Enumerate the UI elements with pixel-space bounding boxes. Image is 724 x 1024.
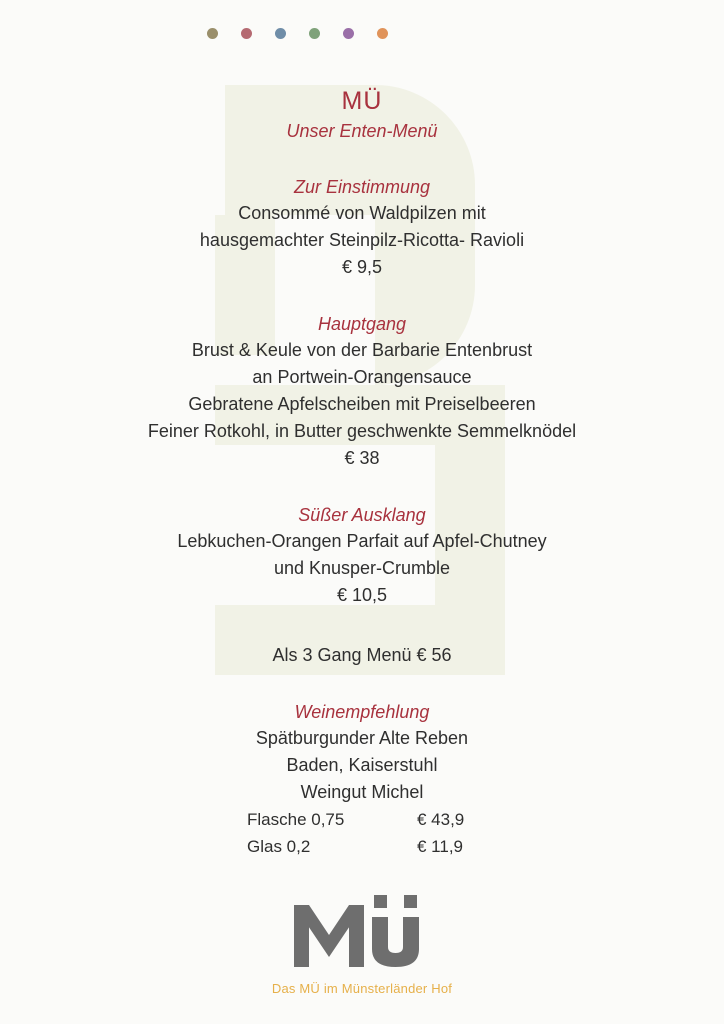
dish-line: Lebkuchen-Orangen Parfait auf Apfel-Chutney <box>177 531 547 551</box>
menu-subtitle: Unser Enten-Menü <box>286 121 438 141</box>
wine-size-label: Glas 0,2 <box>247 837 311 856</box>
wine-price: € 11,9 <box>417 837 464 856</box>
wine-price-row <box>0 806 724 833</box>
course-heading: Süßer Ausklang <box>298 505 426 525</box>
course-starter <box>0 174 724 281</box>
footer-logo <box>0 895 724 996</box>
wine-line: Spätburgunder Alte Reben <box>255 728 469 748</box>
dish-line: Brust & Keule von der Barbarie Entenbrust <box>191 340 533 360</box>
course-heading: Hauptgang <box>317 314 407 334</box>
color-dots <box>207 28 388 39</box>
course-heading: Zur Einstimmung <box>293 177 431 197</box>
course-main <box>0 311 724 472</box>
dish-line: und Knusper-Crumble <box>273 558 451 578</box>
course-price: € 10,5 <box>336 585 388 605</box>
dish-line: Gebratene Apfelscheiben mit Preiselbeeren <box>188 394 536 414</box>
course-price: € 9,5 <box>341 257 383 277</box>
color-dot <box>275 28 286 39</box>
dish-line: an Portwein-Orangensauce <box>252 367 472 387</box>
color-dot <box>377 28 388 39</box>
wine-line: Weingut Michel <box>300 782 424 802</box>
color-dot <box>343 28 354 39</box>
wine-price-row <box>0 833 724 860</box>
wine-heading: Weinempfehlung <box>294 702 430 722</box>
menu-total-price: Als 3 Gang Menü € 56 <box>272 645 452 665</box>
color-dot <box>309 28 320 39</box>
course-dessert <box>0 502 724 609</box>
course-price: € 38 <box>344 448 380 468</box>
footer-tagline: Das MÜ im Münsterländer Hof <box>271 981 453 996</box>
mu-logo <box>292 895 432 967</box>
color-dot <box>241 28 252 39</box>
color-dot <box>207 28 218 39</box>
wine-size-label: Flasche 0,75 <box>247 810 345 829</box>
dish-line: Feiner Rotkohl, in Butter geschwenkte Semmelknödel <box>147 421 577 441</box>
wine-price: € 43,9 <box>417 810 465 829</box>
menu-content <box>0 86 724 860</box>
menu-title: MÜ <box>341 87 383 115</box>
dish-line: Consommé von Waldpilzen mit <box>238 203 486 223</box>
wine-line: Baden, Kaiserstuhl <box>286 755 438 775</box>
wine-recommendation <box>0 699 724 860</box>
dish-line: hausgemachter Steinpilz-Ricotta- Ravioli <box>199 230 525 250</box>
